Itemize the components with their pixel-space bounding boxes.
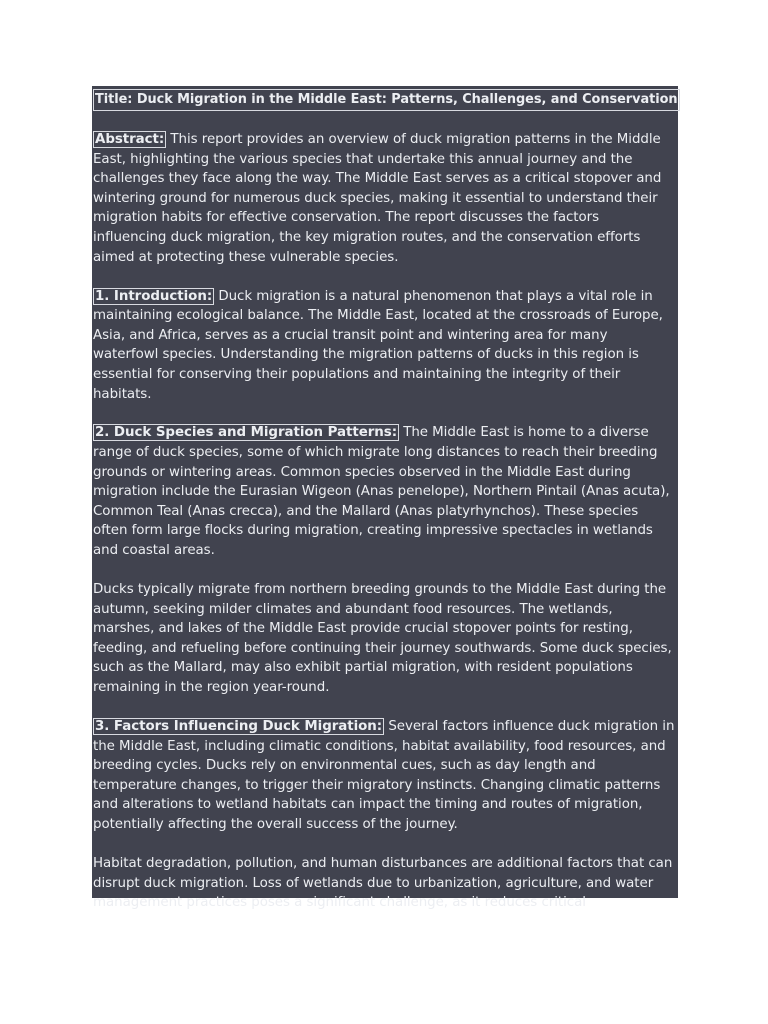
species-paragraph [93, 423, 676, 560]
factors-heading: 3. Factors Influencing Duck Migration: [95, 718, 383, 734]
title-line [93, 89, 676, 111]
document-title: Title: Duck Migration in the Middle East: Patterns, Challenges, and Conservation [93, 89, 680, 111]
introduction-heading: 1. Introduction: [95, 288, 213, 304]
migration-paragraph: Ducks typically migrate from northern breeding grounds to the Middle East during the autumn, seeking milder climates and abundant food resources. The wetlands, marshes, and lakes of the Middle East provide crucial stopover points for resting, feeding, and refueling before continuing their journey southwards. Some duck species, such as the Mallard, may also exhibit partial migration, with resident populations remaining in the region year-round. [93, 582, 672, 695]
document-panel [92, 86, 678, 911]
document-body [93, 89, 676, 913]
introduction-paragraph [93, 287, 676, 405]
species-heading: 2. Duck Species and Migration Patterns: [95, 425, 398, 441]
introduction-text: Duck migration is a natural phenomenon that plays a vital role in maintaining ecological balance. The Middle East, located at the crossroads of Europe, Asia, and Africa, serves as a crucial transit point and wintering area for many waterfowl species. Understanding the migration patterns of ducks in this region is essential for conserving their populations and maintaining the integrity of their habitats. [93, 288, 663, 402]
habitat-paragraph: Habitat degradation, pollution, and human disturbances are additional factors that can disrupt duck migration. Loss of wetlands due to urbanization, agriculture, and water management practices poses a significant challenge, as it reduces critical [93, 855, 673, 911]
factors-paragraph [93, 717, 676, 835]
abstract-heading: Abstract: [95, 131, 165, 147]
factors-text: Several factors influence duck migration in the Middle East, including climatic conditions, habitat availability, food resources, and breeding cycles. Ducks rely on environmental cues, such as day length and temperature changes, to trigger their migratory instincts. Changing climatic patterns and alterations to wetland habitats can impact the timing and routes of migration, potentially affecting the overall success of the journey. [93, 718, 675, 832]
abstract-paragraph [93, 130, 676, 267]
species-text: The Middle East is home to a diverse range of duck species, some of which migrate long distances to reach their breeding grounds or wintering areas. Common species observed in the Middle East during migration include the Eurasian Wigeon (Anas penelope), Northern Pintail (Anas acuta), Common Teal (Anas crecca), and the Mallard (Anas platyrhynchos). These species often form large flocks during migration, creating impressive spectacles in wetlands and coastal areas. [93, 425, 670, 559]
abstract-text: This report provides an overview of duck migration patterns in the Middle East, highlighting the various species that undertake this annual journey and the challenges they face along the way. The Middle East serves as a critical stopover and wintering ground for numerous duck species, making it essential to understand their migration habits for effective conservation. The report discusses the factors influencing duck migration, the key migration routes, and the conservation efforts aimed at protecting these vulnerable species. [93, 131, 662, 265]
